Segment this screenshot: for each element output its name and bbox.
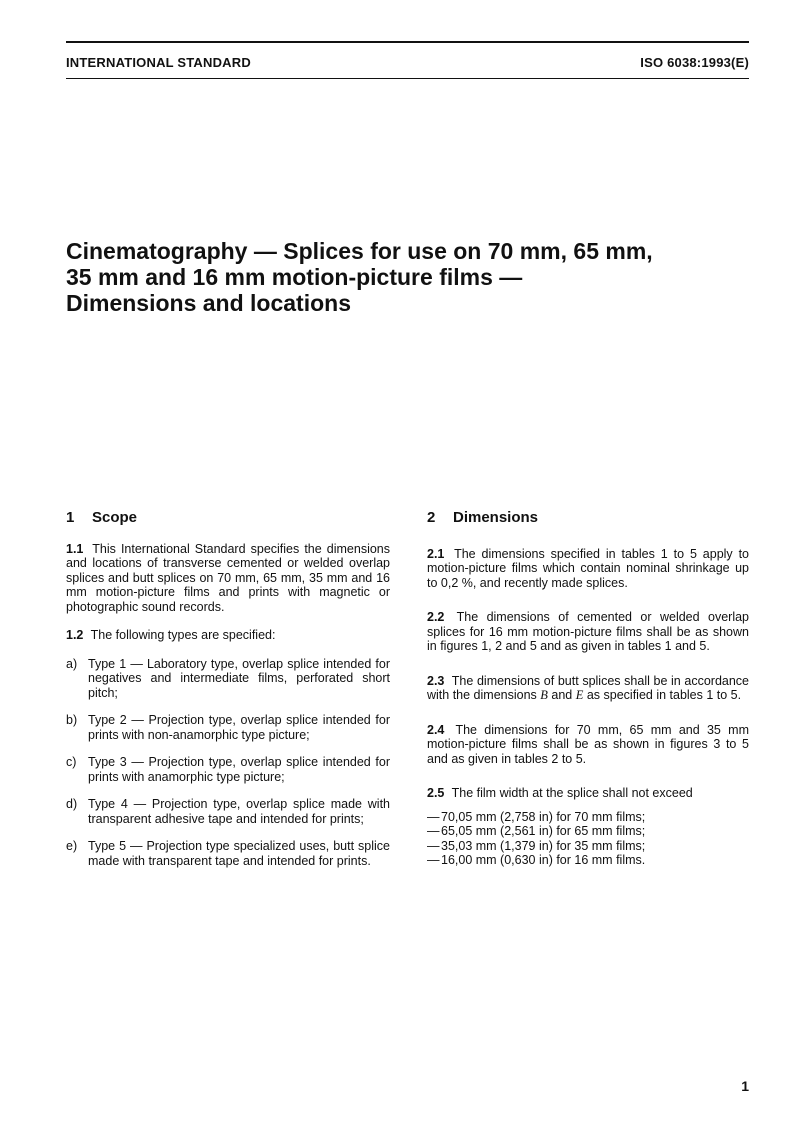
clause-text: The following types are specified: — [90, 628, 276, 642]
dimensions-heading — [427, 511, 749, 526]
list-item — [66, 713, 390, 742]
list-item-text: 70,05 mm (2,758 in) for 70 mm films; — [441, 809, 646, 824]
clause-text-and: and — [547, 688, 576, 702]
dimensions-section — [427, 511, 749, 868]
clause-number: 2.3 — [427, 673, 445, 688]
list-item-text: Type 4 — Projection type, overlap splice made with transparent adhesive tape and intended for prints; — [88, 797, 390, 826]
title-line-2: 35 mm and 16 mm motion-picture films — — [66, 264, 523, 290]
document-type-label: INTERNATIONAL STANDARD — [66, 55, 251, 70]
header-top-rule — [66, 41, 749, 43]
list-item-text: Type 1 — Laboratory type, overlap splice intended for negatives and intermediate films, perforated short pitch; — [88, 656, 390, 700]
list-marker: c) — [66, 755, 77, 769]
list-marker: b) — [66, 713, 78, 727]
clause-text: The dimensions for 70 mm, 65 mm and 35 mm motion-picture films shall be as shown in figures 3 to 5 and as given in tables 2 to 5. — [427, 722, 750, 766]
clause-number: 2.4 — [427, 722, 445, 737]
title-line-1: Cinematography — Splices for use on 70 mm, 65 mm, — [66, 238, 653, 264]
list-item — [66, 755, 390, 784]
clause-text: The film width at the splice shall not exceed — [451, 786, 693, 800]
clause-2-4 — [427, 723, 749, 767]
list-item — [427, 810, 749, 825]
clause-number: 2.1 — [427, 546, 445, 561]
clause-number: 1.1 — [66, 541, 84, 556]
list-item-text: Type 5 — Projection type specialized uses, butt splice made with transparent tape and intended for prints. — [88, 839, 390, 868]
list-marker: — — [427, 824, 440, 838]
header-bottom-rule — [66, 78, 749, 79]
section-number: 1 — [66, 509, 75, 526]
standard-number: ISO 6038:1993(E) — [640, 55, 749, 70]
list-marker: — — [427, 853, 440, 867]
list-item-text: Type 3 — Projection type, overlap splice intended for prints with anamorphic type picture; — [88, 755, 390, 784]
clause-1-2 — [66, 628, 390, 643]
list-item-text: 65,05 mm (2,561 in) for 65 mm films; — [441, 824, 646, 838]
section-title: Dimensions — [453, 509, 539, 526]
list-marker: d) — [66, 797, 78, 811]
clause-number: 1.2 — [66, 628, 84, 642]
clause-text-end: as specified in tables 1 to 5. — [583, 688, 742, 702]
clause-2-3 — [427, 674, 749, 703]
section-title: Scope — [92, 509, 138, 526]
variable-e: E — [575, 688, 584, 702]
title-line-3: Dimensions and locations — [66, 290, 351, 316]
page-number: 1 — [741, 1078, 749, 1094]
list-item — [66, 797, 390, 826]
list-marker: — — [427, 838, 440, 853]
clause-2-1 — [427, 547, 749, 591]
clause-1-1 — [66, 542, 390, 615]
list-marker: e) — [66, 839, 78, 853]
list-item — [66, 839, 390, 868]
clause-2-5 — [427, 786, 749, 801]
clause-text: The dimensions of cemented or welded overlap splices for 16 mm motion-picture films shall be as shown in figures 1, 2 and 5 and as given in tables 1 and 5. — [427, 610, 750, 653]
list-marker: — — [427, 809, 440, 824]
clause-number: 2.5 — [427, 786, 445, 800]
clause-2-2 — [427, 610, 749, 654]
list-item — [427, 824, 749, 839]
list-item-text: 16,00 mm (0,630 in) for 16 mm films. — [441, 853, 646, 867]
scope-section — [66, 511, 390, 868]
list-item — [66, 657, 390, 701]
scope-heading — [66, 511, 390, 526]
clause-text: This International Standard specifies the dimensions and locations of transverse cemented or welded overlap splices and butt splices on 70 mm, 65 mm, 35 mm and 16 mm motion-picture films and prints with magnetic or photographic sound records. — [66, 541, 391, 614]
list-marker: a) — [66, 656, 78, 671]
variable-b: B — [540, 688, 548, 702]
list-item-text: Type 2 — Projection type, overlap splice intended for prints with non-anamorphic type picture; — [88, 713, 390, 742]
list-item — [427, 853, 749, 868]
section-number: 2 — [427, 509, 436, 526]
list-item — [427, 839, 749, 854]
clause-text: The dimensions specified in tables 1 to 5 apply to motion-picture films which contain nominal shrinkage up to 0,2 %, and recently made splices. — [427, 546, 750, 590]
clause-text: The dimensions of butt splices shall be in accordance with the dimensions — [427, 673, 750, 702]
list-item-text: 35,03 mm (1,379 in) for 35 mm films; — [441, 838, 646, 853]
document-title — [66, 238, 756, 316]
clause-number: 2.2 — [427, 610, 445, 624]
